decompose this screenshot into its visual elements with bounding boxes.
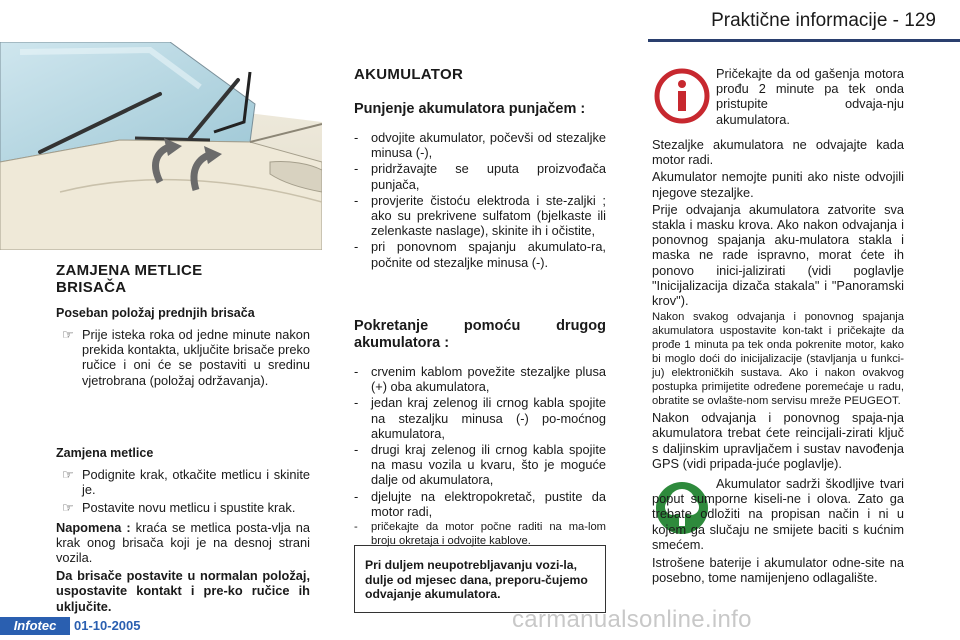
header-rule [648,39,960,42]
charging-heading: Punjenje akumulatora punjačem : [354,101,586,117]
jump-start-heading: Pokretanje pomoću drugog akumulatora : [354,318,606,351]
infotec-badge: Infotec [0,617,70,635]
list-item: - djelujte na elektropokretač, pustite da motor radi, [354,488,606,519]
final-instruction: Da brisače postavite u normalan položaj, uspostavite kontakt i pre-ko ručice ih uključite. [56,568,310,614]
list-item: ☞ Podignite krak, otkačite metlicu i skinite je. [62,467,310,498]
note-label: Napomena : [56,519,131,535]
footer-date: 01-10-2005 [74,618,141,633]
pointer-icon: ☞ [62,467,74,482]
wait-before-disconnect-text: Pričekajte da od gašenja motora prođu 2 minute pa tek onda pristupite odvaja-nju akumulatora. [716,66,904,127]
paragraph: Prije odvajanja akumulatora zatvorite sva stakla i masku krova. Ako nakon odvajanja i ponovnog spajanja aku-mulatora stakla i maska ne rade ispravno, morat ćete ih ponovo inici-jalizirati (vidi poglavlje "Inicijalizacija dizača stakala" i "Panoramski krov"). [652,201,904,309]
special-position-heading: Poseban položaj prednjih brisača [56,306,255,320]
list-item: - drugi kraj zelenog ili crnog kabla spojite na masu vozila u kvaru, što je moguće dalje od akumulatora, [354,442,606,488]
list-item: ☞ Postavite novu metlicu i spustite krak. [62,500,296,516]
wiper-illustration [0,42,322,250]
list-item: - pri ponovnom spajanju akumulato-ra, počnite od stezaljke minusa (-). [354,239,606,270]
paragraph: Nakon svakog odvajanja i ponovnog spajanja akumulatora uspostavite kon-takt i pričekajte da prođe 1 minuta pa tek onda pokrenite motor, kako bi moglo doći do inicijalizacije (stavljanja u funkci-ju) elektroničkih sustava. Ako i nakon ovakvog postupka primijetite određene poremećaje u radu, obratite se ovlašte-nom servisu mreže PEUGEOT. [652,311,904,408]
storage-notice-box: Pri duljem neupotrebljavanju vozi-la, dulje od mjesec dana, preporu-čujemo odvajanje akumulatora. [354,545,606,613]
battery-section-title: AKUMULATOR [354,66,464,83]
wiper-section-title [56,262,310,296]
pointer-icon: ☞ [62,327,74,342]
list-item: - crvenim kablom povežite stezaljke plusa (+) oba akumulatora, [354,364,606,395]
paragraph: Stezaljke akumulatora ne odvajajte kada motor radi. [652,137,904,168]
paragraph: Istrošene baterije i akumulator odne-site na posebno, tome namijenjeno odlagalište. [652,555,904,586]
hazardous-materials-text: Akumulator sadrži škodljive tvari poput sumporne kiseli-ne i olova. Zato ga trebate odložiti na propisan način i ni u kojem ga slučaju ne smijete baciti s kućnim smećem. [652,476,904,552]
page-title: Praktične informacije - 129 [711,10,936,31]
list-item: ☞ Prije isteka roka od jedne minute nakon prekida kontakta, uključite brisače preko ručice i oni će se postaviti u sredinu vjetrobrana (položaj održavanja). [62,327,310,388]
list-item: - jedan kraj zelenog ili crnog kabla spojite na stezaljku minusa (-) po-moćnog akumulatora, [354,395,606,441]
list-item: - pridržavajte se uputa proizvođača punjača, [354,161,606,192]
note-paragraph [56,520,310,566]
list-item: - odvojite akumulator, počevši od stezaljke minusa (-), [354,130,606,161]
watermark: carmanualsonline.info [512,606,752,633]
replace-heading: Zamjena metlice [56,446,154,460]
list-item: - provjerite čistoću elektroda i ste-zaljki ; ako su prekrivene sulfatom (bjelkaste ili zelenkaste naslage), skinite ih i očistite, [354,192,606,239]
wiper-title-line2: BRISAČA [56,279,127,296]
list-item: - pričekajte da motor počne raditi na ma-lom broju okretaja i odvojite kablove. [354,521,606,548]
pointer-icon: ☞ [62,500,74,516]
paragraph: Nakon odvajanja i ponovnog spaja-nja akumulatora trebat ćete reincijali-zirati ključ s daljinskim upravljačem i sustav navođenja GPS (vidi pripada-juće poglavlje). [652,410,904,471]
info-icon [654,68,710,124]
wiper-title-line1: ZAMJENA METLICE [56,262,203,279]
note-text: kraća se metlica posta-vlja na krak onog brisača koji je na desnoj strani vozila. [56,519,310,566]
paragraph: Akumulator nemojte puniti ako niste odvojili njegove stezaljke. [652,169,904,200]
